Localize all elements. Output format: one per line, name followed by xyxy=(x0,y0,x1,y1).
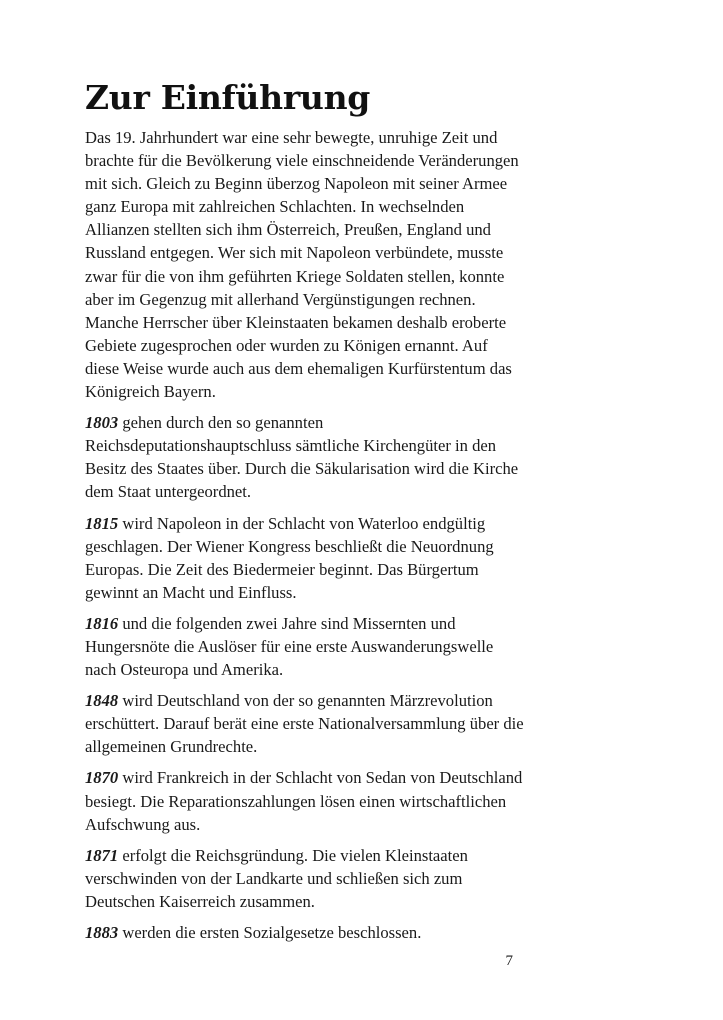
timeline-entry-1883 xyxy=(85,921,525,944)
timeline-entry-1871 xyxy=(85,844,525,913)
entry-text: wird Deutschland von der so genannten Märzrevolution erschüttert. Darauf berät eine erste Nationalversammlung über die allgemeinen Grundrechte. xyxy=(85,691,524,757)
timeline-entry-1803 xyxy=(85,411,525,503)
entry-text: wird Frankreich in der Schlacht von Sedan von Deutschland besiegt. Die Reparationszahlungen lösen einen wirtschaftlichen Aufschwung aus. xyxy=(85,768,523,834)
entry-year: 1883 xyxy=(85,923,119,942)
entry-year: 1815 xyxy=(85,513,119,533)
entry-year: 1816 xyxy=(85,613,119,633)
page-content xyxy=(85,78,525,952)
timeline-entry-1815 xyxy=(85,512,525,604)
page-number: 7 xyxy=(505,953,513,969)
intro-paragraph: Das 19. Jahrhundert war eine sehr bewegte, unruhige Zeit und brachte für die Bevölkerung viele einschneidende Veränderungen mit sich. Gleich zu Beginn überzog Napoleon mit seiner Armee ganz Europa mit zahlreichen Schlachten. In wechselnden Allianzen stellten sich ihm Österreich, Preußen, England und Russland entgegen. Wer sich mit Napoleon verbündete, musste zwar für die von ihm geführten Kriege Soldaten stellen, konnte aber im Gegenzug mit allerhand Vergünstigungen rechnen. Manche Herrscher über Kleinstaaten bekamen deshalb eroberte Gebiete zugesprochen oder wurden zu Königen ernannt. Auf diese Weise wurde auch aus dem ehemaligen Kurfürstentum das Königreich Bayern. xyxy=(85,128,519,402)
entry-text: werden die ersten Sozialgesetze beschlossen. xyxy=(118,923,422,942)
entry-year: 1848 xyxy=(85,691,119,711)
entry-text: wird Napoleon in der Schlacht von Waterloo endgültig geschlagen. Der Wiener Kongress beschließt die Neuordnung Europas. Die Zeit des Biedermeier beginnt. Das Bürgertum gewinnt an Macht und Einfluss. xyxy=(85,513,494,602)
entry-text: gehen durch den so genannten Reichsdeputationshauptschluss sämtliche Kirchengüter in den Besitz des Staates über. Durch die Säkularisation wird die Kirche dem Staat untergeordnet. xyxy=(85,413,519,502)
entry-text: erfolgt die Reichsgründung. Die vielen Kleinstaaten verschwinden von der Landkarte und schließen sich zum Deutschen Kaiserreich zusammen. xyxy=(85,845,468,911)
timeline-entry-1870 xyxy=(85,766,525,835)
entry-year: 1871 xyxy=(85,845,119,865)
timeline-entry-1848 xyxy=(85,689,525,758)
page-title: Zur Einführung xyxy=(85,78,371,117)
timeline-entry-1816 xyxy=(85,612,525,681)
entry-year: 1870 xyxy=(85,768,119,788)
entry-text: und die folgenden zwei Jahre sind Missernten und Hungersnöte die Auslöser für eine erste Auswanderungswelle nach Osteuropa und Amerika. xyxy=(85,613,494,680)
entry-year: 1803 xyxy=(85,413,119,433)
